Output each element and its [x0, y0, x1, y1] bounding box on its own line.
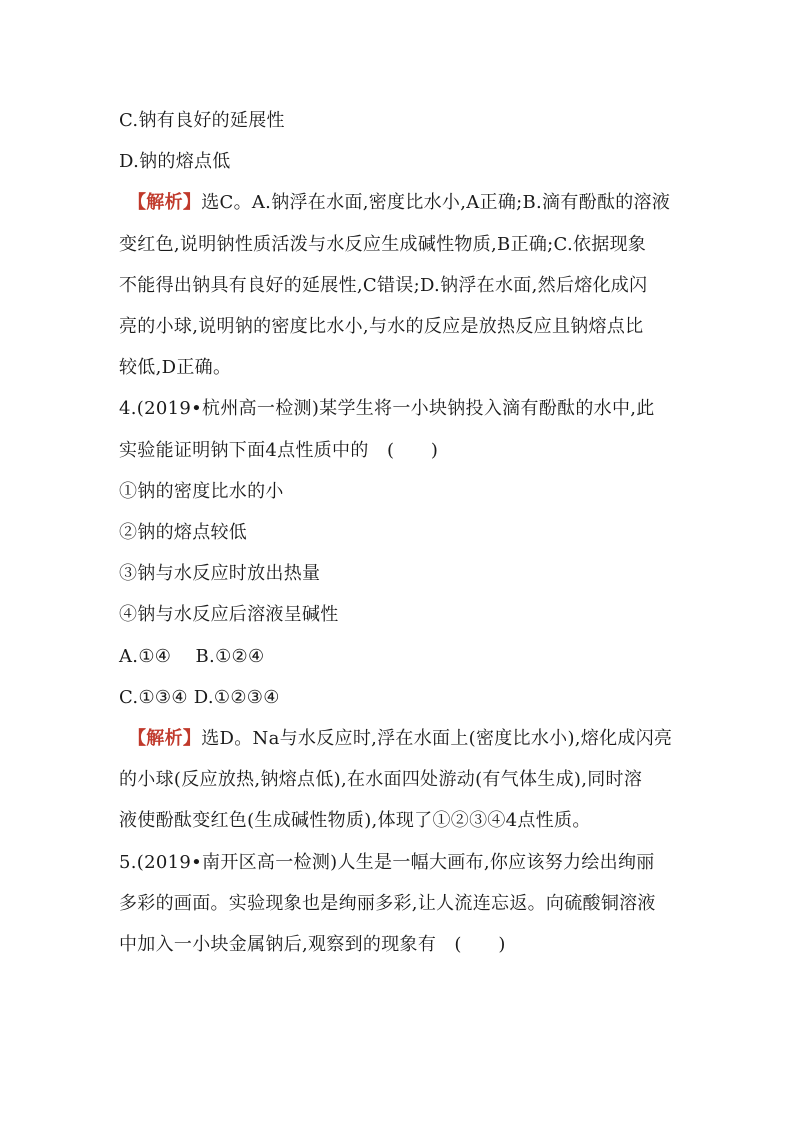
option-c-q3: C.钠有良好的延展性 — [119, 110, 285, 131]
document-page — [119, 100, 679, 965]
analysis-q3-line-5: 较低,D正确。 — [119, 357, 232, 379]
question-4-item-4: ④钠与水反应后溶液呈碱性 — [119, 604, 339, 626]
analysis-q4-line-1: 【解析】选D。Na与水反应时,浮在水面上(密度比水小),熔化成闪亮 — [128, 728, 673, 750]
question-4-item-3: ③钠与水反应时放出热量 — [119, 563, 321, 585]
analysis-q3-line-3: 不能得出钠具有良好的延展性,C错误;D.钠浮在水面,然后熔化成闪 — [119, 274, 648, 296]
analysis-q4 — [119, 718, 679, 842]
question-4-stem-line-2: 实验能证明钠下面4点性质中的 ( ) — [119, 439, 439, 461]
question-4-options-ab: A.①④ B.①②④ — [119, 645, 265, 667]
analysis-tag: 【解析】 — [128, 192, 202, 214]
question-4 — [119, 388, 679, 718]
question-5-stem-line-3: 中加入一小块金属钠后,观察到的现象有 ( ) — [119, 934, 506, 956]
question-5-stem-line-1: 5.(2019•南开区高一检测)人生是一幅大画布,你应该努力绘出绚丽 — [119, 851, 655, 873]
analysis-q3 — [119, 182, 679, 388]
analysis-q3-line-1: 【解析】选C。A.钠浮在水面,密度比水小,A正确;B.滴有酚酞的溶液 — [128, 192, 671, 214]
analysis-q3-line-2: 变红色,说明钠性质活泼与水反应生成碱性物质,B正确;C.依据现象 — [119, 233, 647, 255]
analysis-q4-line-3: 液使酚酞变红色(生成碱性物质),体现了①②③④4点性质。 — [119, 810, 591, 832]
question-4-item-2: ②钠的熔点较低 — [119, 522, 248, 544]
question-5-stem-line-2: 多彩的画面。实验现象也是绚丽多彩,让人流连忘返。向硫酸铜溶液 — [119, 892, 656, 914]
question-4-item-1: ①钠的密度比水的小 — [119, 480, 284, 502]
question-4-stem-line-1: 4.(2019•杭州高一检测)某学生将一小块钠投入滴有酚酞的水中,此 — [119, 398, 655, 420]
analysis-q4-line-2: 的小球(反应放热,钠熔点低),在水面四处游动(有气体生成),同时溶 — [119, 769, 643, 791]
question-5 — [119, 842, 679, 966]
option-d-q3: D.钠的熔点低 — [119, 151, 231, 173]
analysis-tag: 【解析】 — [128, 728, 202, 750]
question-4-options-cd: C.①③④ D.①②③④ — [119, 686, 280, 708]
analysis-q3-line-4: 亮的小球,说明钠的密度比水小,与水的反应是放热反应且钠熔点比 — [119, 316, 644, 338]
